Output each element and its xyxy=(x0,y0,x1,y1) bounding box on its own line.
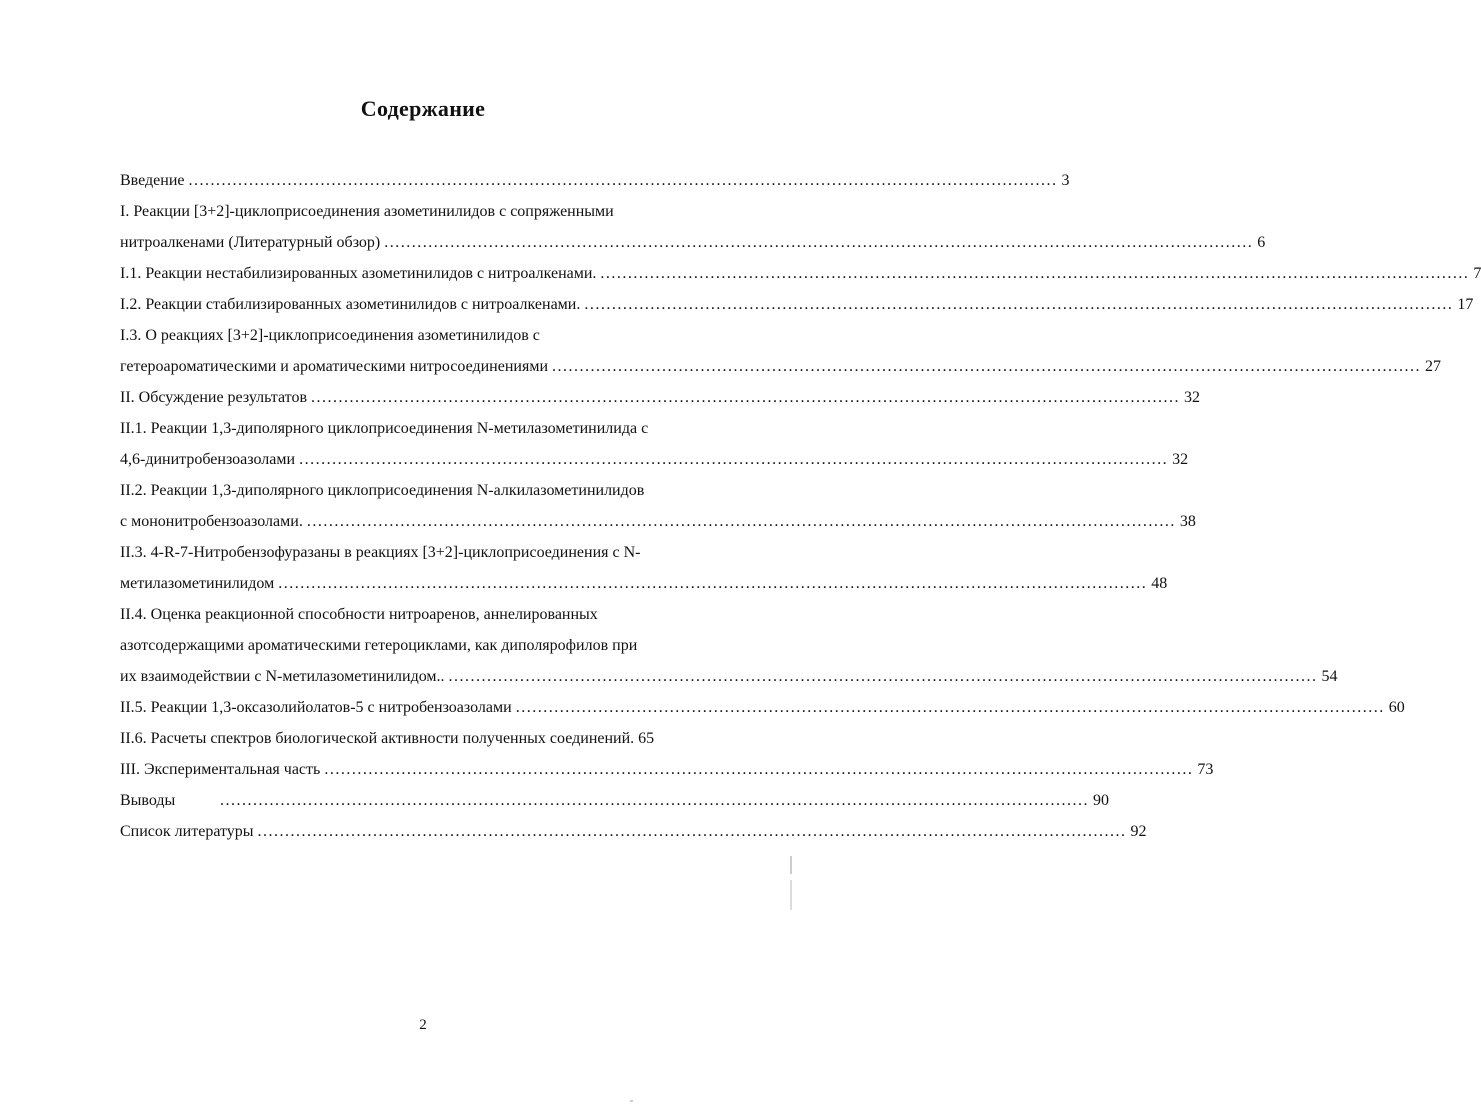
toc-entry-line xyxy=(120,196,725,227)
scan-artifact xyxy=(790,880,792,910)
toc-entry-ii-3[interactable] xyxy=(120,568,1168,599)
toc-page-number: 3 xyxy=(1061,172,1070,189)
toc-entry-ii-4[interactable] xyxy=(120,661,1338,692)
toc-entry-label: II. Обсуждение результатов xyxy=(120,389,308,406)
toc-page-number: 27 xyxy=(1425,358,1441,375)
toc-entry-ii-6[interactable] xyxy=(120,723,725,754)
toc-entry-label: 4,6-динитробензоазолами xyxy=(120,451,296,468)
dot-leader: .............................................................................................................................................................. xyxy=(299,451,1169,468)
toc-entry-label: III. Экспериментальная часть xyxy=(120,761,321,778)
toc-entry-label: Список литературы xyxy=(120,823,254,840)
toc-entry-conclusions[interactable] xyxy=(120,785,1109,816)
toc-entry-label: I. Реакции [3+2]-циклоприсоединения азометинилидов с сопряженными xyxy=(120,203,614,220)
toc-entry-i-1[interactable] xyxy=(120,258,1481,289)
toc-entry-label: I.1. Реакции нестабилизированных азометинилидов с нитроалкенами. xyxy=(120,265,597,282)
toc-entry-label: I.2. Реакции стабилизированных азометинилидов с нитроалкенами. xyxy=(120,296,581,313)
toc-page-number: 73 xyxy=(1197,761,1214,778)
toc-page-number: 7 xyxy=(1473,265,1481,282)
scan-artifact xyxy=(790,856,792,874)
toc-entry-line xyxy=(120,537,725,568)
page-title: Содержание xyxy=(360,96,486,121)
toc-page-number: 32 xyxy=(1172,451,1189,468)
toc-entry-label: их взаимодействии с N-метилазометинилидом.. xyxy=(120,668,445,685)
toc-entry-ii-5[interactable] xyxy=(120,692,1405,723)
toc-entry-label: II.2. Реакции 1,3-диполярного циклоприсоединения N-алкилазометинилидов xyxy=(120,482,645,499)
toc-entry-label: II.4. Оценка реакционной способности нитроаренов, аннелированных xyxy=(120,606,598,623)
toc-page-number: 38 xyxy=(1179,513,1196,530)
toc-entry-i-2[interactable] xyxy=(120,289,1474,320)
dot-leader: .............................................................................................................................................................. xyxy=(384,234,1254,251)
dot-leader: .............................................................................................................................................................. xyxy=(448,668,1318,685)
toc-entry-references[interactable] xyxy=(120,816,1147,847)
toc-entry-ii-2[interactable] xyxy=(120,506,1196,537)
toc-entry-label: метилазометинилидом xyxy=(120,575,275,592)
dot-leader: .............................................................................................................................................................. xyxy=(324,761,1194,778)
dot-leader: .............................................................................................................................................................. xyxy=(515,699,1385,716)
scan-artifact xyxy=(630,1100,633,1102)
toc-entry-line xyxy=(120,413,725,444)
toc-entry-discussion[interactable] xyxy=(120,382,1201,413)
toc-entry-label: I.3. О реакциях [3+2]-циклоприсоединения азометинилидов с xyxy=(120,327,540,344)
toc-entry-label: II.1. Реакции 1,3-диполярного циклоприсоединения N-метилазометинилида с xyxy=(120,420,649,437)
toc-page-number: 54 xyxy=(1321,668,1338,685)
toc-entry-ii-1[interactable] xyxy=(120,444,1189,475)
toc-entry-label: гетероароматическими и ароматическими нитросоединениями xyxy=(120,358,548,375)
toc-entry-introduction[interactable] xyxy=(120,165,1070,196)
dot-leader: .............................................................................................................................................................. xyxy=(257,823,1127,840)
toc-entry-line xyxy=(120,320,725,351)
dot-leader: .............................................................................................................................................................. xyxy=(552,358,1421,375)
toc-entry-experimental[interactable] xyxy=(120,754,1214,785)
toc-page-number: 6 xyxy=(1257,234,1266,251)
toc-entry-label: нитроалкенами (Литературный обзор) xyxy=(120,234,381,251)
dot-leader: .............................................................................................................................................................. xyxy=(600,265,1470,282)
toc-entry-label: II.5. Реакции 1,3-оксазолийолатов-5 с нитробензоазолами xyxy=(120,699,512,716)
toc-entry-label: с мононитробензоазолами. xyxy=(120,513,303,530)
table-of-contents xyxy=(120,165,1481,847)
toc-page-number: 48 xyxy=(1151,575,1168,592)
toc-entry-label: азотсодержащими ароматическими гетероциклами, как диполярофилов при xyxy=(120,637,638,654)
dot-leader: .............................................................................................................................................................. xyxy=(584,296,1454,313)
toc-page-number: 65 xyxy=(638,730,655,747)
page-number: 2 xyxy=(419,1017,427,1033)
toc-page-number: 60 xyxy=(1388,699,1405,716)
toc-entry-label: Введение xyxy=(120,172,185,189)
toc-entry-label: Выводы xyxy=(120,792,176,809)
toc-entry-label: II.3. 4-R-7-Нитробензофуразаны в реакциях [3+2]-циклоприсоединения с N- xyxy=(120,544,641,561)
dot-leader: .............................................................................................................................................................. xyxy=(278,575,1148,592)
toc-entry-label: II.6. Расчеты спектров биологической активности полученных соединений. xyxy=(120,730,635,747)
toc-page-number: 90 xyxy=(1093,792,1109,809)
dot-leader: .............................................................................................................................................................. xyxy=(311,389,1181,406)
toc-entry-line xyxy=(120,630,725,661)
toc-page-number: 32 xyxy=(1184,389,1201,406)
toc-entry-line xyxy=(120,475,725,506)
toc-entry-line xyxy=(120,599,725,630)
toc-page-number: 17 xyxy=(1457,296,1474,313)
dot-leader: .............................................................................................................................................................. xyxy=(306,513,1176,530)
toc-entry-literature-review[interactable] xyxy=(120,227,1266,258)
toc-entry-i-3[interactable] xyxy=(120,351,1441,382)
toc-page-number: 92 xyxy=(1130,823,1147,840)
dot-leader: .............................................................................................................................................................. xyxy=(220,792,1089,809)
dot-leader: .............................................................................................................................................................. xyxy=(188,172,1058,189)
